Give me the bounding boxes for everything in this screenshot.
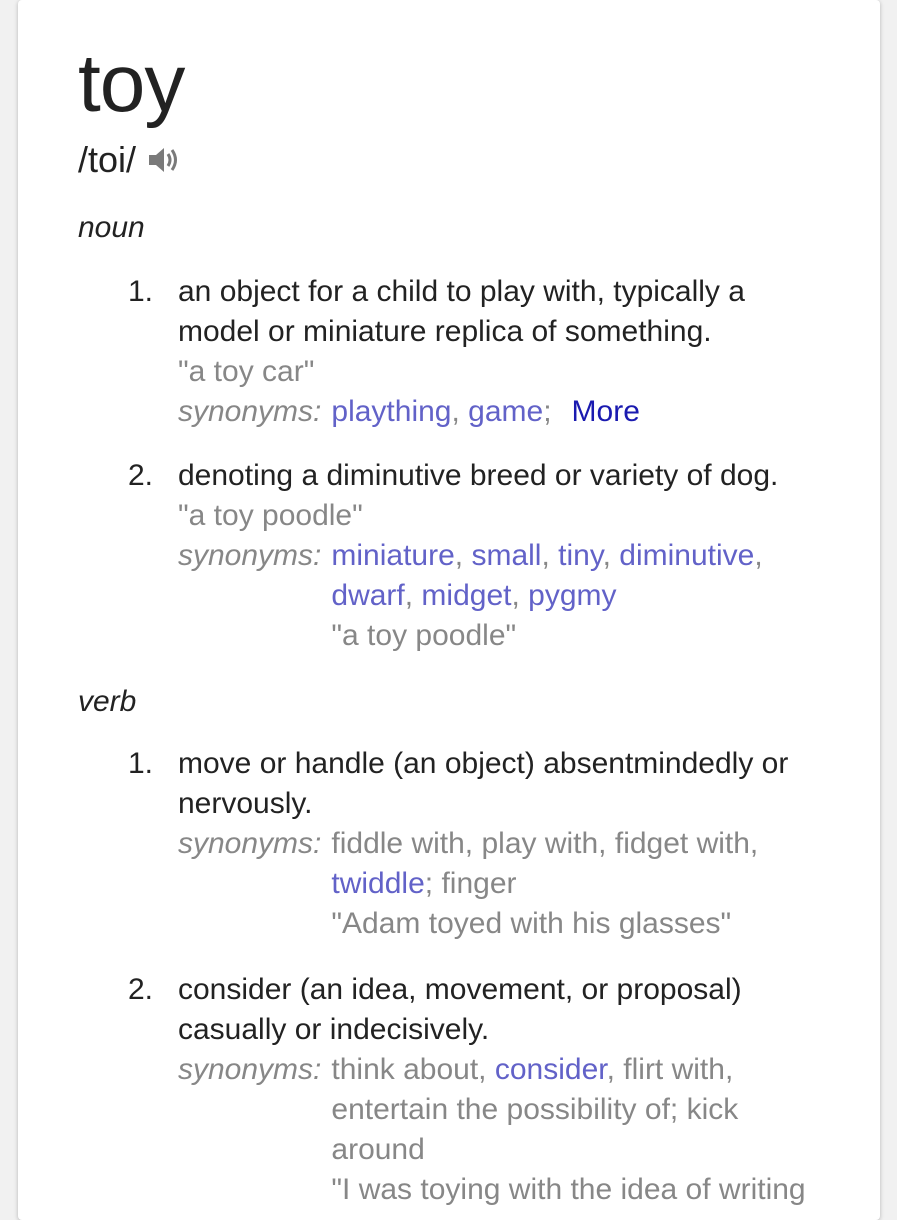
phonetic-row xyxy=(78,138,182,182)
definition: denoting a diminutive breed or variety of dog. xyxy=(178,459,779,492)
speaker-icon[interactable] xyxy=(146,142,182,178)
more-synonyms-link[interactable]: More xyxy=(571,395,640,428)
synonym-example: "I was toying with the idea of writing xyxy=(331,1173,806,1206)
headword: toy xyxy=(78,38,185,129)
example: "a toy car" xyxy=(178,355,315,388)
synonym-text: entertain the possibility of; kick xyxy=(331,1093,739,1126)
synonym-example: "a toy poodle" xyxy=(331,619,517,652)
synonym-text: think about, xyxy=(331,1053,487,1086)
synonym-example: "Adam toyed with his glasses" xyxy=(331,907,732,940)
synonym-link[interactable]: game xyxy=(468,395,544,428)
synonym-link[interactable]: dwarf xyxy=(331,579,405,612)
synonym-link[interactable]: consider xyxy=(494,1053,607,1086)
sense-number: 1. xyxy=(128,275,154,308)
synonym-text: finger xyxy=(441,867,517,900)
synonyms-label: synonyms: xyxy=(178,827,322,860)
synonym-link[interactable]: twiddle xyxy=(331,867,425,900)
synonyms-label: synonyms: xyxy=(178,395,322,428)
phonetic: /toi/ xyxy=(78,139,137,180)
synonym-link[interactable]: tiny xyxy=(558,539,603,572)
synonyms-row: synonyms: miniature, small, tiny, diminutive, dwarf, midget, pygmy "a toy poodle" xyxy=(178,536,858,656)
synonym-link[interactable]: plaything xyxy=(331,395,452,428)
synonym-link[interactable]: pygmy xyxy=(528,579,617,612)
synonyms-row: synonyms: plaything, game; More xyxy=(178,392,858,432)
synonym-text: around xyxy=(331,1133,425,1166)
sense-number: 2. xyxy=(128,459,154,492)
part-of-speech-noun: noun xyxy=(78,211,145,244)
synonyms-label: synonyms: xyxy=(178,1053,322,1086)
definition: move or handle (an object) absentmindedly or nervously. xyxy=(178,747,789,820)
synonyms-row: synonyms: think about, consider, flirt with, entertain the possibility of; kick around "I was toying with the idea of writing xyxy=(178,1050,858,1210)
synonym-link[interactable]: diminutive xyxy=(619,539,755,572)
example: "a toy poodle" xyxy=(178,499,363,532)
sense-number: 1. xyxy=(128,747,154,780)
part-of-speech-verb: verb xyxy=(78,685,137,718)
synonym-text: flirt with, xyxy=(623,1053,734,1086)
synonym-link[interactable]: midget xyxy=(421,579,512,612)
definition: an object for a child to play with, typically a model or miniature replica of something. xyxy=(178,275,745,348)
synonym-link[interactable]: small xyxy=(471,539,542,572)
sense-number: 2. xyxy=(128,973,154,1006)
definition-card xyxy=(18,0,880,1220)
definition: consider (an idea, movement, or proposal) casually or indecisively. xyxy=(178,973,742,1046)
synonyms-label: synonyms: xyxy=(178,539,322,572)
synonym-link[interactable]: miniature xyxy=(331,539,455,572)
synonym-text: fiddle with, play with, fidget with, xyxy=(331,827,759,860)
synonyms-row: synonyms: fiddle with, play with, fidget with, twiddle; finger "Adam toyed with his glasses" xyxy=(178,824,858,944)
